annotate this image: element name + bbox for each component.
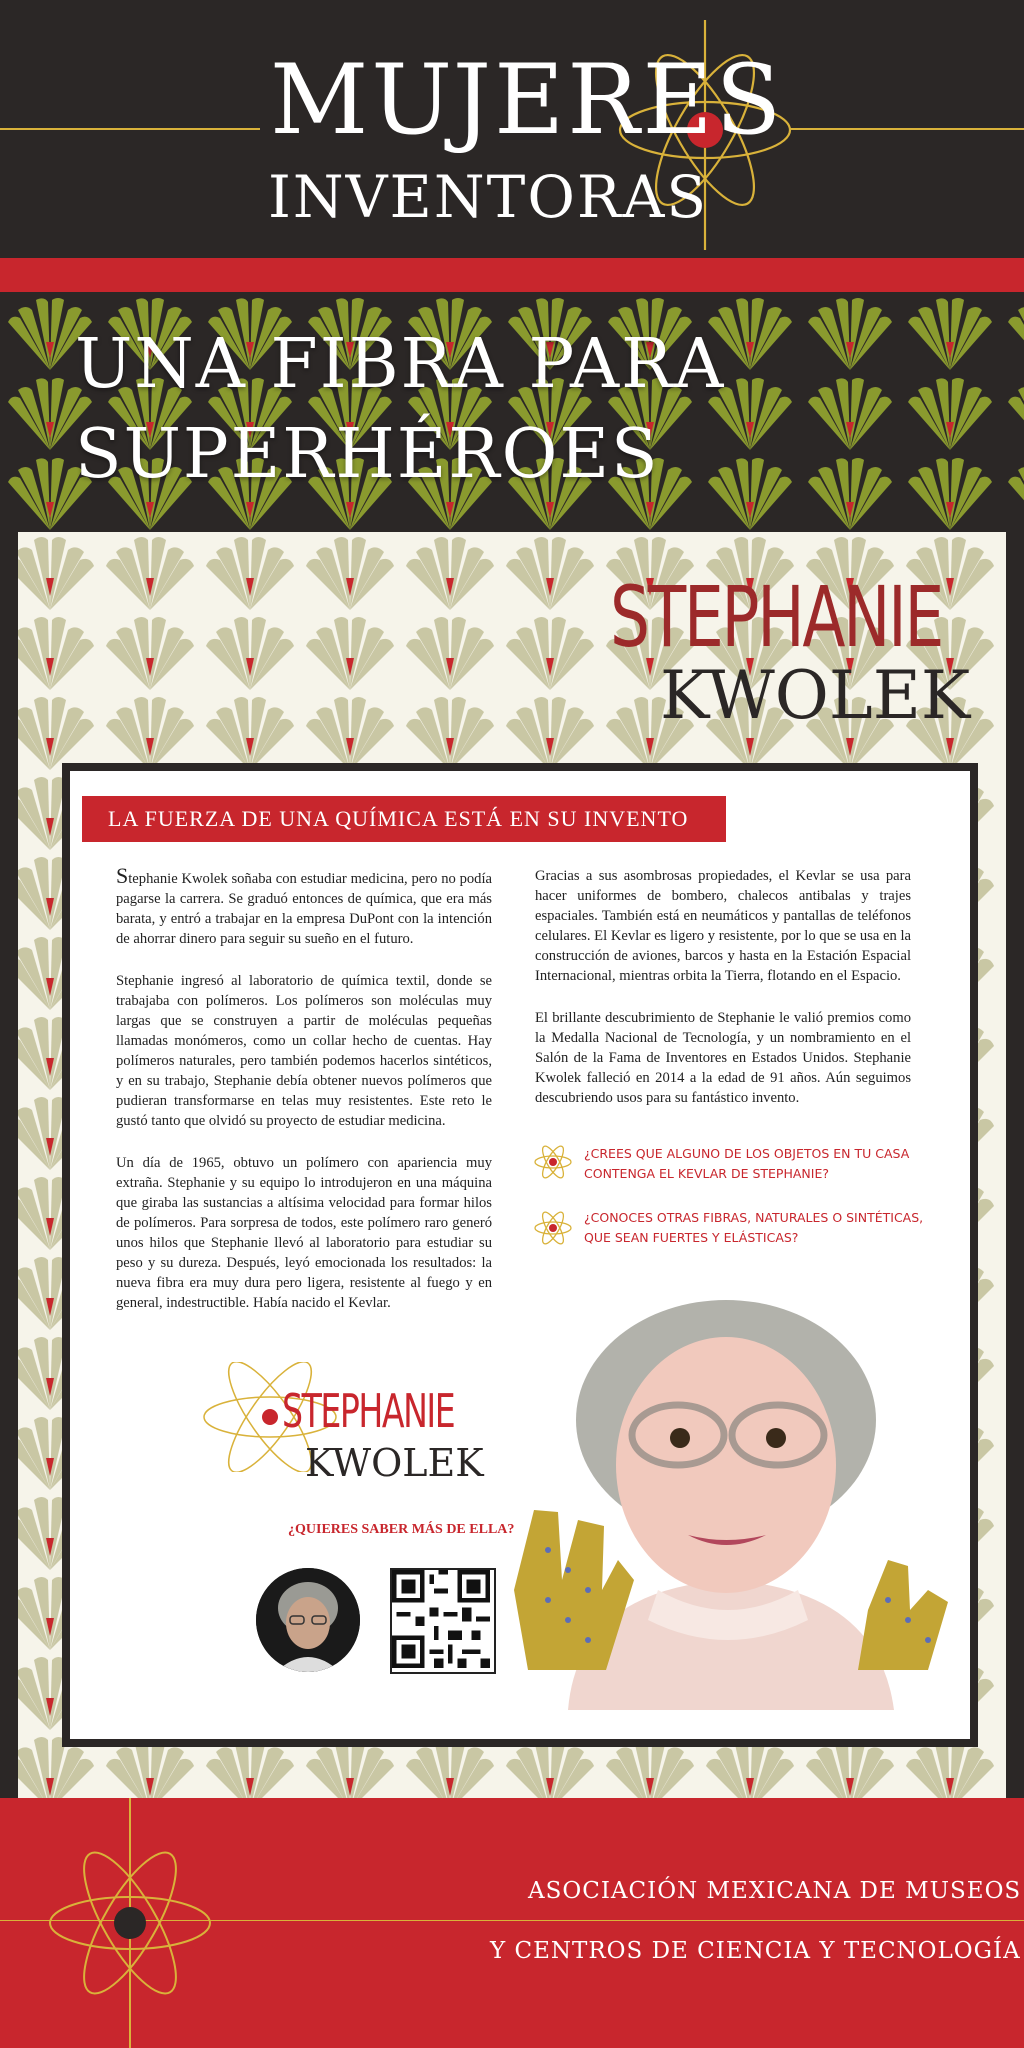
question-1: ¿CREES QUE ALGUNO DE LOS OBJETOS EN TU CASA CONTENGA EL KEVLAR DE STEPHANIE? bbox=[584, 1146, 910, 1181]
header-rule-right bbox=[790, 128, 1024, 130]
header bbox=[0, 0, 1024, 260]
footer-line-2: Y CENTROS DE CIENCIA Y TECNOLOGÍA bbox=[490, 1938, 1021, 1964]
header-red-band bbox=[0, 258, 1024, 292]
right-column bbox=[535, 866, 911, 1130]
footer-line-1: ASOCIACIÓN MEXICANA DE MUSEOS bbox=[528, 1878, 1022, 1904]
qr-code[interactable] bbox=[390, 1568, 496, 1674]
stephanie-illustration bbox=[508, 1290, 954, 1710]
name-last: KWOLEK bbox=[660, 657, 971, 734]
main-title-line2: SUPERHÉROES bbox=[75, 415, 660, 494]
question-2: ¿CONOCES OTRAS FIBRAS, NATURALES O SINTÉTICAS, QUE SEAN FUERTES Y ELÁSTICAS? bbox=[584, 1210, 924, 1245]
logo-name-last: KWOLEK bbox=[305, 1441, 484, 1485]
left-column bbox=[116, 863, 492, 1335]
logo-name-first: STEPHANIE bbox=[282, 1384, 455, 1438]
header-rule-left bbox=[0, 128, 260, 130]
portrait-image bbox=[256, 1568, 360, 1672]
qr-code-image bbox=[392, 1570, 490, 1668]
name-first: STEPHANIE bbox=[610, 568, 943, 666]
portrait-photo bbox=[256, 1568, 360, 1672]
headline: LA FUERZA DE UNA QUÍMICA ESTÁ EN SU INVENTO bbox=[108, 806, 689, 831]
paragraph: Gracias a sus asombrosas propiedades, el Kevlar se usa para hacer uniformes de bombero, chalecos antibalas y trajes espaciales. También está en neumáticos y pantallas de teléfonos celulares. El Kevlar es ligero y resistente, por lo que se usa en la construcción de aviones, barcos y hasta en la Estación Espacial Internacional, mientras orbita la Tierra, flotando en el Espacio. bbox=[535, 868, 911, 984]
atom-bullet-icon bbox=[533, 1208, 573, 1248]
brand-title: MUJERES bbox=[270, 44, 785, 156]
atom-bullet-icon bbox=[533, 1142, 573, 1182]
paragraph: El brillante descubrimiento de Stephanie le valió premios como la Medalla Nacional de Tecnología, y un nombramiento en el Salón de la Fama de Inventores en Estados Unidos. Stephanie Kwolek falleció en 2014 a la edad de 91 años. Aún seguimos descubriendo usos para su fantástico invento. bbox=[535, 1010, 911, 1106]
paragraph: Stephanie Kwolek soñaba con estudiar medicina, pero no podía pagarse la carrera. Se graduó entonces de química, que era más barata, y entró a trabajar en la empresa DuPont con la intención de ahorrar dinero para seguir su sueño en el futuro. bbox=[116, 863, 492, 947]
main-title bbox=[75, 320, 725, 500]
paragraph: Stephanie ingresó al laboratorio de química textil, donde se trabajaba con polímeros. Los polímeros son moléculas muy largas que se construyen a partir de moléculas pequeñas llamadas monómeros, como un collar hecho de cuentas. Hay polímeros naturales, pero también podemos hacerlos sintéticos, y en su trabajo, Stephanie debía obtener nuevos polímeros que pudieran transformarse en telas muy resistentes. Este reto le gustó tanto que olvidó su proyecto de estudiar medicina. bbox=[116, 973, 492, 1129]
main-title-line1: UNA FIBRA PARA bbox=[75, 325, 726, 404]
footer bbox=[0, 1798, 1024, 2048]
footer-atom-icon bbox=[40, 1798, 220, 2048]
headline-ribbon bbox=[82, 796, 726, 842]
brand-subtitle: INVENTORAS bbox=[268, 163, 709, 231]
more-info-prompt: ¿QUIERES SABER MÁS DE ELLA? bbox=[288, 1522, 515, 1537]
drop-cap: S bbox=[116, 863, 129, 888]
paragraph: Un día de 1965, obtuvo un polímero con apariencia muy extraña. Stephanie y su equipo lo introdujeron en una máquina que giraba las sustancias a altísima velocidad para formar hilos de polímeros. Para sorpresa de todos, este polímero raro generó unos hilos que Stephanie llevó al laboratorio para estudiar su peso y su dureza. Después, leyó emocionada los resultados: la nueva fibra era muy dura pero ligera, resistente al fuego y en general, indestructible. Había nacido el Kevlar. bbox=[116, 1155, 492, 1311]
